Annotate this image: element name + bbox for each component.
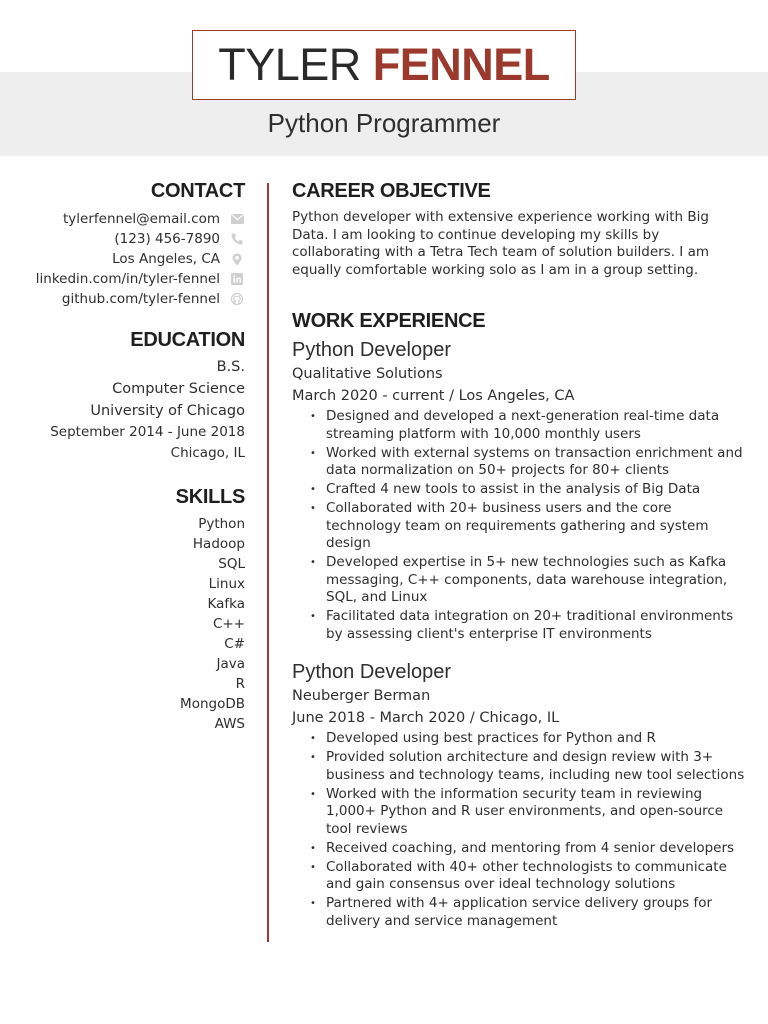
education-heading: EDUCATION [130, 329, 245, 351]
column-divider [267, 183, 269, 942]
job-title: Python Developer [292, 339, 451, 361]
objective-heading: CAREER OBJECTIVE [292, 180, 491, 202]
envelope-icon [229, 212, 245, 226]
location-pin-icon [229, 252, 245, 266]
objective-text: Python developer with extensive experience working with Big Data. I am looking to continue developing my skills by collaborating with a Tetra Tech team of solution builders. I am equally comfortable working solo as I am in a group setting. [292, 209, 709, 278]
job-meta: June 2018 - March 2020 / Chicago, IL [292, 710, 560, 726]
linkedin-icon [229, 272, 245, 286]
work-heading: WORK EXPERIENCE [292, 310, 486, 332]
job-bullet: • Developed expertise in 5+ new technologies such as Kafka messaging, C++ components, data warehouse integration, SQL, and Linux [292, 554, 746, 607]
job-bullets [292, 730, 746, 930]
skill-item: Python [198, 516, 245, 532]
skills-heading: SKILLS [175, 486, 245, 508]
job-bullet: • Worked with the information security team in reviewing 1,000+ Python and R user environments, and open-source tool reviews [292, 786, 746, 839]
github-icon [229, 292, 245, 306]
first-name: TYLER [218, 39, 361, 90]
contact-list [20, 209, 245, 309]
skill-item: C++ [212, 616, 245, 632]
contact-phone[interactable] [20, 229, 245, 249]
job-meta: March 2020 - current / Los Angeles, CA [292, 388, 575, 404]
skill-item: AWS [214, 716, 245, 732]
job-bullet: • Received coaching, and mentoring from 4 senior developers [292, 840, 746, 858]
page-title: Python Programmer [267, 108, 501, 138]
skill-item: R [235, 676, 245, 692]
skill-item: Java [216, 656, 245, 672]
job-bullet: • Collaborated with 20+ business users and the core technology team on requirements gathering and system design [292, 500, 746, 553]
phone-icon [229, 232, 245, 246]
job-bullet: • Provided solution architecture and design review with 3+ business and technology teams, including new tool selections [292, 749, 746, 784]
skill-item: MongoDB [180, 696, 245, 712]
name-box [192, 30, 576, 100]
job-entry [292, 337, 746, 643]
job-bullet: • Partnered with 4+ application service delivery groups for delivery and service management [292, 895, 746, 930]
last-name: FENNEL [372, 39, 550, 90]
left-column [20, 180, 245, 734]
education-degree: B.S. [216, 359, 245, 375]
contact-email[interactable] [20, 209, 245, 229]
job-bullet: • Designed and developed a next-generation real-time data streaming platform with 10,000 monthly users [292, 408, 746, 443]
job-bullet: • Facilitated data integration on 20+ traditional environments by assessing client's enterprise IT environments [292, 608, 746, 643]
education-field: Computer Science [112, 381, 245, 397]
education-location: Chicago, IL [170, 445, 245, 461]
skill-item: SQL [218, 556, 245, 572]
skills-section [20, 486, 245, 734]
right-column [292, 180, 746, 932]
job-bullet: • Collaborated with 40+ other technologists to communicate and gain consensus over ideal technology solutions [292, 859, 746, 894]
contact-heading: CONTACT [150, 180, 245, 202]
education-school: University of Chicago [90, 403, 245, 419]
job-company: Neuberger Berman [292, 688, 431, 704]
contact-github-text: github.com/tyler-fennel [61, 291, 220, 307]
job-company: Qualitative Solutions [292, 366, 443, 382]
job-bullets [292, 408, 746, 643]
job-entry [292, 659, 746, 930]
skill-item: C# [224, 636, 245, 652]
contact-location-text: Los Angeles, CA [112, 251, 220, 267]
education-section [20, 329, 245, 464]
contact-linkedin[interactable] [20, 269, 245, 289]
skill-item: Kafka [207, 596, 245, 612]
contact-email-text: tylerfennel@email.com [63, 211, 220, 227]
job-bullet: • Developed using best practices for Python and R [292, 730, 746, 748]
skill-item: Hadoop [192, 536, 245, 552]
job-bullet: • Worked with external systems on transaction enrichment and data normalization on 50+ projects for 80+ clients [292, 445, 746, 480]
contact-github[interactable] [20, 289, 245, 309]
skill-item: Linux [208, 576, 245, 592]
job-bullet: • Crafted 4 new tools to assist in the analysis of Big Data [292, 481, 746, 499]
job-title: Python Developer [292, 661, 451, 683]
contact-linkedin-text: linkedin.com/in/tyler-fennel [35, 271, 220, 287]
contact-phone-text: (123) 456-7890 [114, 231, 220, 247]
contact-location [20, 249, 245, 269]
education-dates: September 2014 - June 2018 [50, 424, 245, 440]
